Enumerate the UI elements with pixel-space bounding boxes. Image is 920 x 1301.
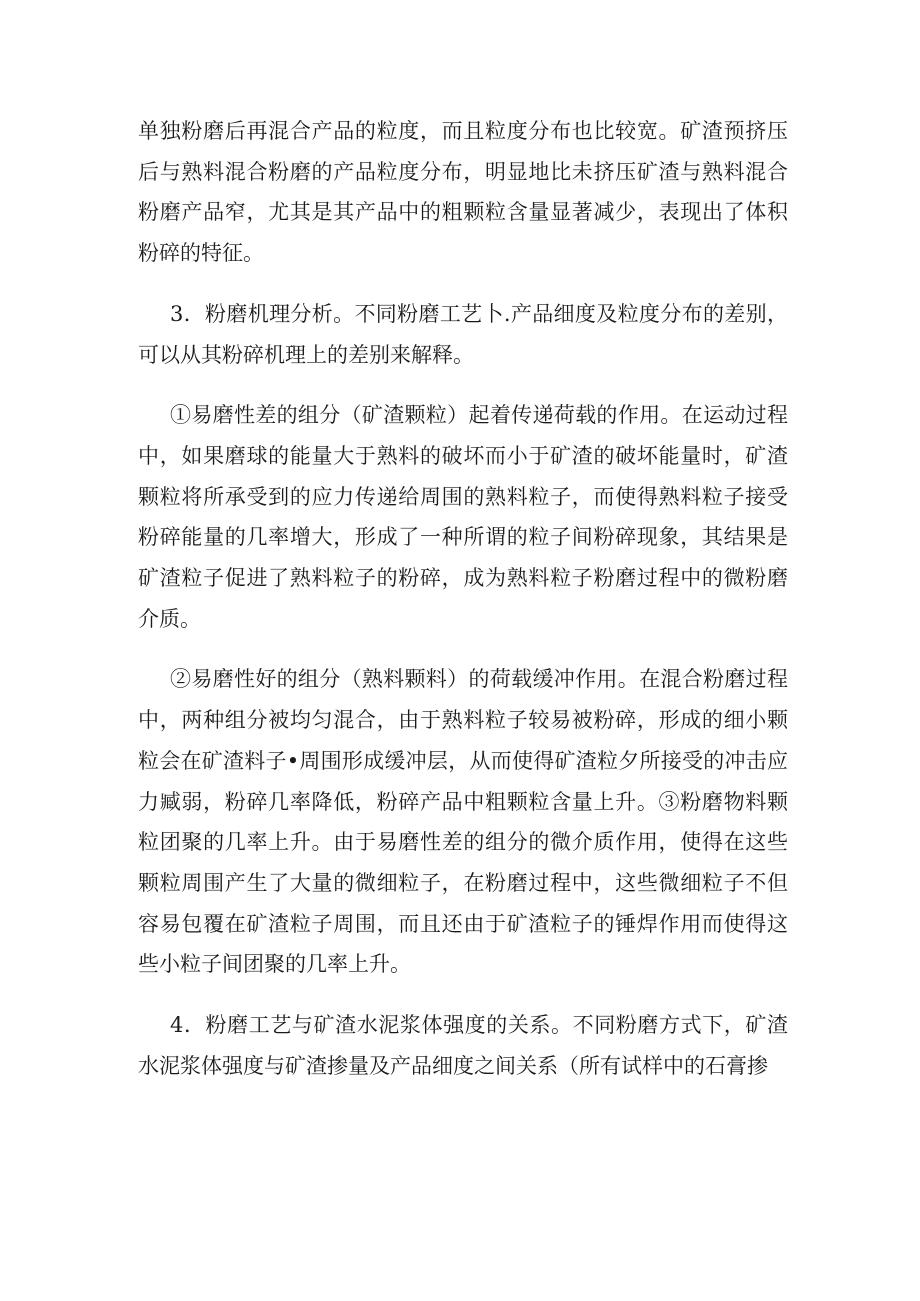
paragraph-section-3: 3．粉磨机理分析。不同粉磨工艺卜.产品细度及粒度分布的差别，可以从其粉碎机理上的差别来解释。	[138, 301, 788, 367]
paragraph-section-4: 4．粉磨工艺与矿渣水泥浆体强度的关系。不同粉磨方式下，矿渣水泥浆体强度与矿渣掺量及产品细度之间关系（所有试样中的石膏掺	[138, 1013, 788, 1078]
paragraph-continuation: 单独粉磨后再混合产品的粒度，而且粒度分布也比较宽。矿渣预挤压后与熟料混合粉磨的产品粒度分布，明显地比未挤压矿渣与熟料混合粉磨产品窄，尤其是其产品中的粗颗粒含量显著减少，表现出了体积粉碎的特征。	[138, 119, 788, 266]
document-body	[138, 111, 788, 1106]
paragraph-point-2-3: ②易磨性好的组分（熟料颗料）的荷载缓冲作用。在混合粉磨过程中，两种组分被均匀混合，由于熟料粒子较易被粉碎，形成的细小颗粒会在矿渣料子•周围形成缓冲层，从而使得矿渣粒夕所接受的冲击应力臧弱，粉碎几率降低，粉碎产品中粗颗粒含量上升。③粉磨物料颗粒团聚的几率上升。由于易磨性差的组分的微介质作用，使得在这些颗粒周围产生了大量的微细粒子，在粉磨过程中，这些微细粒子不但容易包覆在矿渣粒子周围，而且还由于矿渣粒子的锤焊作用而使得这些小粒子间团聚的几率上升。	[138, 667, 788, 977]
paragraph-point-1: ①易磨性差的组分（矿渣颗粒）起着传递荷载的作用。在运动过程中，如果磨球的能量大于熟料的破坏而小于矿渣的破坏能量时，矿渣颗粒将所承受到的应力传递给周围的熟料粒子，而使得熟料粒子接受粉碎能量的几率增大，形成了一种所谓的粒子间粉碎现象，其结果是矿渣粒子促进了熟料粒子的粉碎，成为熟料粒子粉磨过程中的微粉磨介质。	[138, 403, 788, 631]
